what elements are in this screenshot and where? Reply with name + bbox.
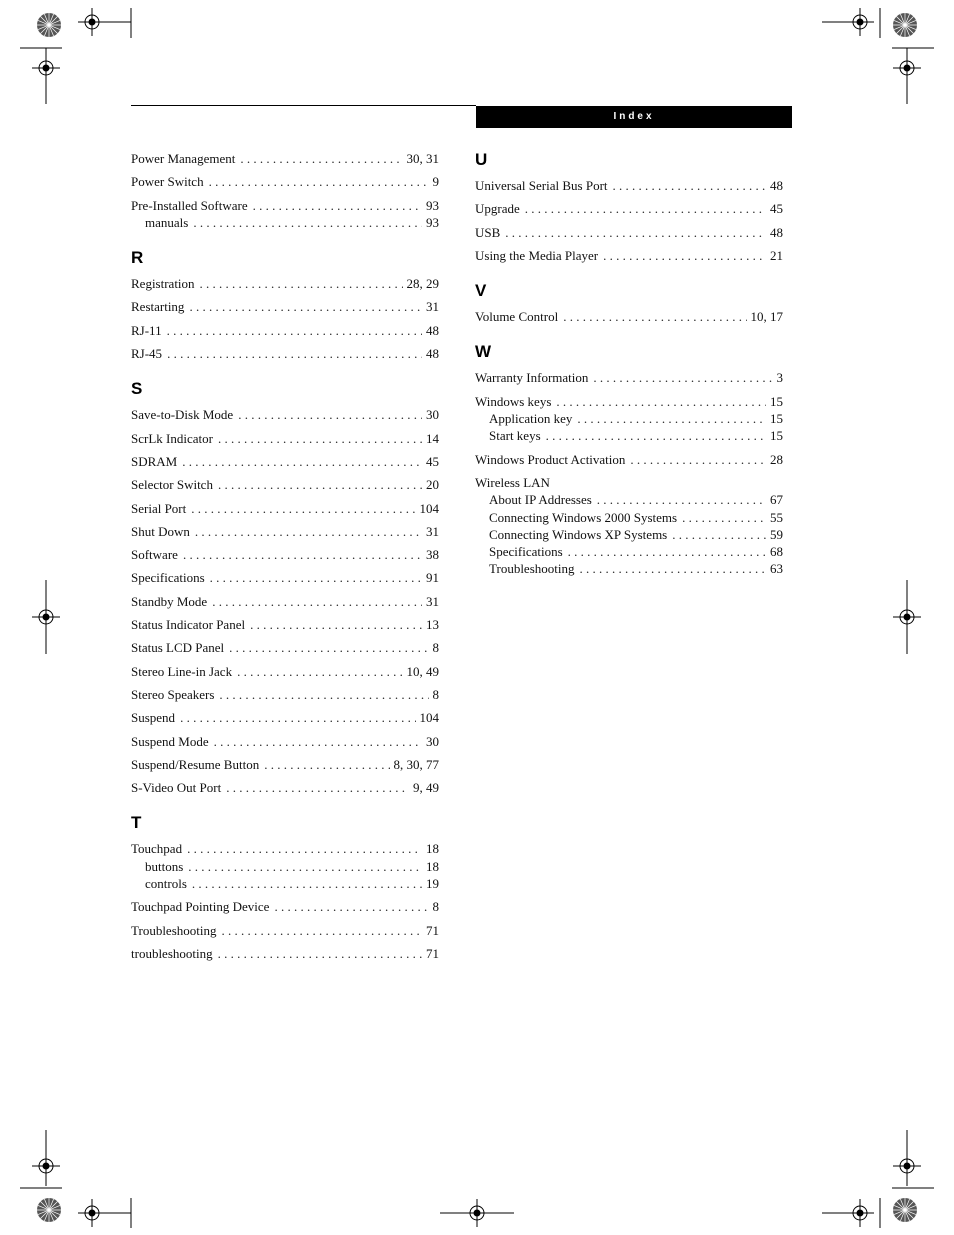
dot-leader	[568, 543, 766, 560]
index-entry-volume-control	[475, 308, 783, 325]
index-term: Shut Down	[131, 523, 190, 539]
index-entry-status-lcd-panel	[131, 639, 439, 656]
index-entry-group	[131, 322, 439, 339]
index-term: S-Video Out Port	[131, 780, 222, 796]
dot-leader	[672, 526, 766, 543]
index-entry-group	[131, 476, 439, 493]
index-entry-shut-down	[131, 523, 439, 540]
index-entry-touchpad	[131, 840, 439, 857]
index-page-numbers: 59	[770, 526, 783, 542]
index-page-numbers: 45	[426, 453, 439, 469]
index-entry-group	[131, 945, 439, 962]
section-letter-heading: T	[131, 813, 142, 833]
index-entry-group	[131, 345, 439, 362]
index-entry-group	[131, 197, 439, 232]
index-column-right	[475, 150, 783, 584]
dot-leader	[597, 491, 766, 508]
index-entry-group	[475, 451, 783, 468]
index-section-s	[131, 379, 439, 796]
dot-leader	[603, 247, 766, 264]
index-entry-troubleshooting	[131, 945, 439, 962]
dot-leader	[218, 476, 422, 493]
index-term: Status Indicator Panel	[131, 617, 246, 633]
dot-leader	[210, 569, 422, 586]
index-page-numbers: 38	[426, 547, 439, 563]
index-subentry-start-keys	[475, 427, 783, 444]
index-term: Suspend Mode	[131, 733, 209, 749]
index-subentry-troubleshooting	[475, 560, 783, 577]
index-entry-suspend-mode	[131, 733, 439, 750]
index-entry-suspend	[131, 709, 439, 726]
dot-leader	[180, 709, 415, 726]
section-letter-heading: U	[475, 150, 488, 169]
index-page-numbers: 28	[770, 451, 783, 467]
index-page-numbers: 13	[426, 617, 439, 633]
index-page-numbers: 8	[432, 640, 439, 656]
index-page-numbers: 31	[426, 593, 439, 609]
index-section-t	[131, 813, 439, 962]
index-term: Application key	[489, 411, 573, 427]
index-entry-group	[131, 430, 439, 447]
index-entry-warranty-information	[475, 369, 783, 386]
index-entry-rj-45	[131, 345, 439, 362]
dot-leader	[200, 275, 403, 292]
index-term: Start keys	[489, 428, 541, 444]
index-entry-power-management	[131, 150, 439, 167]
dot-leader	[193, 214, 422, 231]
index-page-numbers: 10, 17	[750, 309, 783, 325]
dot-leader	[167, 322, 422, 339]
index-entry-group	[475, 369, 783, 386]
index-entry-suspend-resume-button	[131, 756, 439, 773]
dot-leader	[195, 523, 422, 540]
index-page-numbers: 48	[426, 346, 439, 362]
index-term: Warranty Information	[475, 370, 589, 386]
index-term: Touchpad Pointing Device	[131, 899, 270, 915]
index-page-numbers: 71	[426, 922, 439, 938]
index-term: Connecting Windows XP Systems	[489, 526, 668, 542]
registration-star-icon	[37, 13, 61, 37]
index-page-numbers: 15	[770, 428, 783, 444]
index-page-numbers: 9	[432, 174, 439, 190]
index-term: Volume Control	[475, 309, 559, 325]
index-entry-windows-product-activation	[475, 451, 783, 468]
index-term: Connecting Windows 2000 Systems	[489, 509, 678, 525]
dot-leader	[240, 150, 402, 167]
dot-leader	[546, 427, 766, 444]
index-entry-group	[475, 474, 783, 578]
index-entry-group	[131, 756, 439, 773]
index-page-numbers: 93	[426, 214, 439, 230]
index-entry-group	[131, 663, 439, 680]
index-entry-group	[131, 523, 439, 540]
registration-star-icon	[37, 1198, 61, 1222]
index-entry-troubleshooting	[131, 922, 439, 939]
index-subentry-connecting-windows-xp-systems	[475, 526, 783, 543]
dot-leader	[182, 453, 422, 470]
index-entry-usb	[475, 224, 783, 241]
index-page-numbers: 15	[770, 411, 783, 427]
index-term: Restarting	[131, 299, 185, 315]
index-entry-group	[475, 224, 783, 241]
index-term: About IP Addresses	[489, 492, 592, 508]
index-entry-standby-mode	[131, 593, 439, 610]
index-entry-group	[131, 275, 439, 292]
section-letter-heading: R	[131, 248, 144, 268]
index-entry-status-indicator-panel	[131, 616, 439, 633]
index-term: Suspend/Resume Button	[131, 756, 260, 772]
index-page-numbers: 15	[770, 393, 783, 409]
index-entry-save-to-disk-mode	[131, 406, 439, 423]
index-entry-specifications	[131, 569, 439, 586]
index-entry-group	[131, 639, 439, 656]
index-subentry-manuals	[131, 214, 439, 231]
dot-leader	[189, 298, 422, 315]
index-term: troubleshooting	[131, 945, 213, 961]
section-letter-heading: V	[475, 281, 487, 301]
index-page-numbers: 14	[426, 430, 439, 446]
index-term: Registration	[131, 276, 195, 292]
index-entry-group	[475, 177, 783, 194]
index-entry-group	[131, 779, 439, 796]
index-entry-s-video-out-port	[131, 779, 439, 796]
index-page-numbers: 18	[426, 841, 439, 857]
dot-leader	[505, 224, 766, 241]
index-entry-wireless-lan	[475, 474, 783, 491]
index-subentry-application-key	[475, 410, 783, 427]
dot-leader	[221, 922, 422, 939]
index-section-u	[475, 150, 783, 264]
index-page-numbers: 28, 29	[406, 276, 439, 292]
index-page-numbers: 8	[432, 899, 439, 915]
index-term: Touchpad	[131, 841, 183, 857]
index-page-numbers: 30, 31	[406, 151, 439, 166]
index-page-numbers: 20	[426, 477, 439, 493]
dot-leader	[613, 177, 766, 194]
index-entry-group	[131, 898, 439, 915]
index-term: Using the Media Player	[475, 247, 599, 263]
index-entry-serial-port	[131, 500, 439, 517]
index-entry-touchpad-pointing-device	[131, 898, 439, 915]
index-entry-rj-11	[131, 322, 439, 339]
dot-leader	[630, 451, 766, 468]
dot-leader	[593, 369, 772, 386]
index-section-r	[131, 248, 439, 362]
index-entry-restarting	[131, 298, 439, 315]
index-entry-group	[131, 709, 439, 726]
index-term: Windows Product Activation	[475, 451, 626, 467]
index-entry-group	[131, 298, 439, 315]
index-entry-selector-switch	[131, 476, 439, 493]
index-term: Stereo Line-in Jack	[131, 663, 233, 679]
index-term: Suspend	[131, 710, 176, 726]
dot-leader	[556, 393, 766, 410]
index-section	[131, 150, 439, 231]
index-section-v	[475, 281, 783, 325]
index-subentry-controls	[131, 875, 439, 892]
index-term: Standby Mode	[131, 593, 208, 609]
index-entry-group	[131, 593, 439, 610]
index-page-numbers: 48	[426, 322, 439, 338]
index-page-numbers: 30	[426, 733, 439, 749]
index-page-numbers: 71	[426, 945, 439, 961]
index-term: RJ-45	[131, 346, 163, 362]
index-term: Software	[131, 547, 178, 563]
index-column-left	[131, 150, 439, 968]
dot-leader	[214, 733, 422, 750]
index-term: Troubleshooting	[131, 922, 217, 938]
index-page-numbers: 21	[770, 247, 783, 263]
index-subentry-buttons	[131, 858, 439, 875]
index-term: Selector Switch	[131, 477, 213, 493]
index-term: Wireless LAN	[475, 474, 550, 490]
index-entry-group	[131, 406, 439, 423]
index-entry-universal-serial-bus-port	[475, 177, 783, 194]
index-page-numbers: 63	[770, 561, 783, 577]
index-term: RJ-11	[131, 322, 162, 338]
index-entry-group	[131, 546, 439, 563]
index-term: buttons	[145, 858, 184, 874]
index-entry-group	[475, 308, 783, 325]
page-header-title: Index	[476, 106, 792, 128]
section-letter-heading: W	[475, 342, 492, 362]
index-entry-group	[131, 173, 439, 190]
dot-leader	[218, 945, 422, 962]
dot-leader	[183, 546, 422, 563]
index-entry-scrlk-indicator	[131, 430, 439, 447]
dot-leader	[525, 200, 766, 217]
index-page-numbers: 55	[770, 509, 783, 525]
index-entry-group	[131, 840, 439, 892]
index-term: Universal Serial Bus Port	[475, 178, 608, 193]
index-entry-group	[131, 500, 439, 517]
dot-leader	[167, 345, 422, 362]
dot-leader	[229, 639, 428, 656]
index-term: Specifications	[131, 570, 205, 586]
index-page-numbers: 10, 49	[406, 663, 439, 679]
index-entry-upgrade	[475, 200, 783, 217]
dot-leader	[577, 410, 766, 427]
index-term: ScrLk Indicator	[131, 430, 213, 446]
index-page-numbers: 18	[426, 858, 439, 874]
index-subentry-connecting-windows-2000-systems	[475, 509, 783, 526]
dot-leader	[219, 686, 428, 703]
dot-leader	[187, 840, 422, 857]
index-section-w	[475, 342, 783, 577]
dot-leader	[218, 430, 422, 447]
index-entry-group	[475, 200, 783, 217]
index-page-numbers: 91	[426, 570, 439, 586]
dot-leader	[579, 560, 766, 577]
index-page-numbers: 48	[770, 224, 783, 240]
index-page-numbers: 30	[426, 407, 439, 423]
index-term: manuals	[145, 214, 189, 230]
index-entry-registration	[131, 275, 439, 292]
dot-leader	[237, 663, 402, 680]
index-term: controls	[145, 876, 187, 892]
index-page-numbers: 31	[426, 299, 439, 315]
index-term: Troubleshooting	[489, 561, 575, 577]
dot-leader	[253, 197, 422, 214]
dot-leader	[192, 875, 422, 892]
index-page-numbers: 8, 30, 77	[393, 756, 439, 772]
index-entry-group	[131, 733, 439, 750]
index-page-numbers: 104	[419, 710, 439, 726]
dot-leader	[264, 756, 389, 773]
dot-leader	[188, 858, 422, 875]
index-term: Power Switch	[131, 174, 204, 190]
index-entry-group	[131, 453, 439, 470]
index-term: Specifications	[489, 544, 563, 560]
index-term: Serial Port	[131, 500, 187, 516]
index-page-numbers: 3	[776, 370, 783, 386]
index-term: Windows keys	[475, 393, 552, 409]
dot-leader	[209, 173, 429, 190]
index-entry-group	[475, 247, 783, 264]
index-page-numbers: 31	[426, 523, 439, 539]
index-term: USB	[475, 224, 501, 240]
index-page-numbers: 19	[426, 876, 439, 892]
index-page-numbers: 8	[432, 686, 439, 702]
index-term: Status LCD Panel	[131, 640, 225, 656]
dot-leader	[226, 779, 409, 796]
index-entry-windows-keys	[475, 393, 783, 410]
index-subentry-about-ip-addresses	[475, 491, 783, 508]
index-entry-group	[131, 616, 439, 633]
index-entry-software	[131, 546, 439, 563]
index-entry-group	[475, 393, 783, 445]
index-entry-group	[131, 569, 439, 586]
index-page-numbers: 9, 49	[413, 780, 439, 796]
index-entry-pre-installed-software	[131, 197, 439, 214]
index-term: Pre-Installed Software	[131, 197, 248, 213]
index-entry-group	[131, 150, 439, 167]
section-letter-heading: S	[131, 379, 143, 399]
dot-leader	[191, 500, 415, 517]
index-term: Stereo Speakers	[131, 686, 215, 702]
index-term: Power Management	[131, 151, 236, 166]
header-rule	[131, 105, 476, 106]
index-page-numbers: 45	[770, 201, 783, 217]
index-page-numbers: 104	[419, 500, 439, 516]
index-entry-using-the-media-player	[475, 247, 783, 264]
index-term: Save-to-Disk Mode	[131, 407, 234, 423]
index-entry-group	[131, 686, 439, 703]
index-term: SDRAM	[131, 453, 178, 469]
dot-leader	[682, 509, 766, 526]
dot-leader	[274, 898, 428, 915]
dot-leader	[563, 308, 746, 325]
index-page-numbers: 48	[770, 178, 783, 193]
index-entry-sdram	[131, 453, 439, 470]
registration-star-icon	[893, 1198, 917, 1222]
index-term: Upgrade	[475, 201, 520, 217]
index-page-numbers: 93	[426, 197, 439, 213]
index-entry-stereo-line-in-jack	[131, 663, 439, 680]
index-page-numbers: 68	[770, 544, 783, 560]
index-entry-stereo-speakers	[131, 686, 439, 703]
index-entry-power-switch	[131, 173, 439, 190]
index-entry-group	[131, 922, 439, 939]
index-subentry-specifications	[475, 543, 783, 560]
dot-leader	[250, 616, 422, 633]
dot-leader	[212, 593, 422, 610]
dot-leader	[238, 406, 422, 423]
registration-star-icon	[893, 13, 917, 37]
index-page-numbers: 67	[770, 492, 783, 508]
